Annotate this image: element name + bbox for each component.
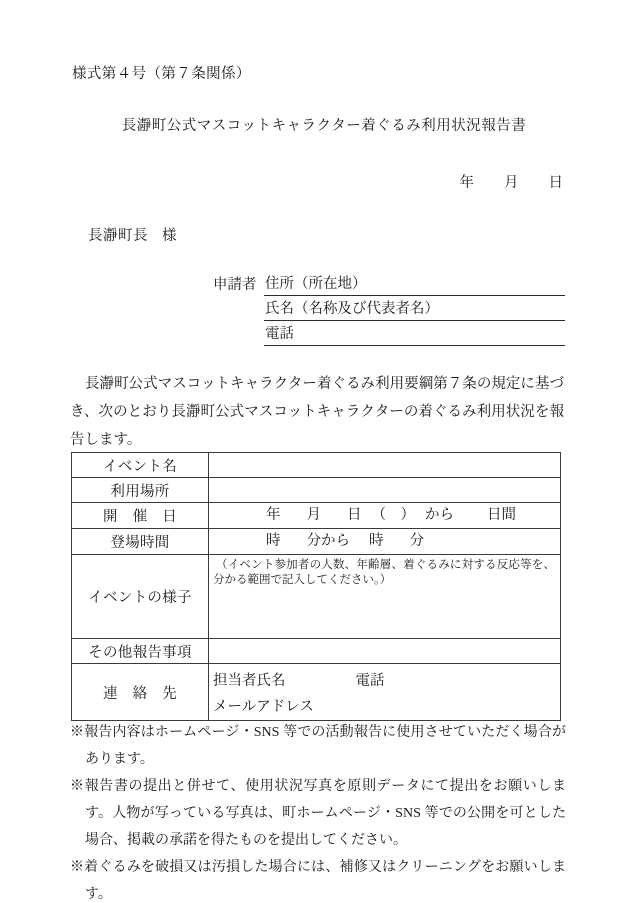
date-year-label: 年 [459,175,474,191]
table-row-appearance-time [72,529,561,555]
applicant-row-phone [213,321,565,346]
held-date-fields [219,503,560,528]
label-venue: 利用場所 [72,478,209,503]
label-held-date: 開 催 日 [72,503,209,529]
label-event-name: イベント名 [72,453,209,478]
input-event-detail[interactable] [209,555,561,639]
table-row-contact [72,664,561,721]
time-minute-from: 分から [306,533,350,549]
date-month-label: 月 [504,175,519,191]
applicant-address-field[interactable]: 住所（所在地） [264,273,565,296]
addressee-name: 長瀞町長 [88,228,148,244]
label-appearance-time: 登場時間 [72,529,209,555]
applicant-block [213,271,565,346]
page-title: 長瀞町公式マスコットキャラクター着ぐるみ利用状況報告書 [121,118,527,134]
input-contact[interactable] [209,664,561,721]
held-date-weekday: （ ） [371,507,415,523]
date-day-label: 日 [548,175,563,191]
held-date-year: 年 [266,507,281,523]
table-row-event-name [72,453,561,478]
label-event-detail: イベントの様子 [72,555,209,639]
table-row-held-date [72,503,561,529]
note-item: ※着ぐるみを破損又は汚損した場合には、補修又はクリーニングをお願いします。 [70,860,566,902]
contact-line-person [213,668,560,694]
input-venue[interactable] [209,478,561,503]
time-hour-from: 時 [266,533,281,549]
input-other-report[interactable] [209,639,561,664]
body-paragraph: 長瀞町公式マスコットキャラクター着ぐるみ利用要綱第７条の規定に基づき、次のとおり長瀞町公式マスコットキャラクターの着ぐるみ利用状況を報告します。 [70,376,564,448]
applicant-name-field[interactable]: 氏名（名称及び代表者名） [264,298,565,321]
contact-fields [209,664,560,720]
table-row-venue [72,478,561,503]
date-line [0,171,563,192]
time-hour-to: 時 [369,533,384,549]
note-item: ※報告内容はホームページ・SNS 等での活動報告に使用させていただく場合があります。 [70,725,566,767]
note-item: ※報告書の提出と併せて、使用状況写真を原則データにて提出をお願いします。人物が写っている写真は、町ホームページ・SNS 等での公開を可とした場合、掲載の承諾を得たものを提出してください。 [70,779,566,848]
notes-section [70,719,566,903]
applicant-label: 申請者 [213,277,257,293]
contact-phone-label: 電話 [355,673,385,689]
form-number: 様式第４号（第７条関係） [72,66,251,82]
report-table [71,452,561,721]
table-row-other-report [72,639,561,664]
input-appearance-time[interactable] [209,529,561,555]
event-detail-hint: （イベント参加者の人数、年齢層、着ぐるみに対する反応等を、分かる範囲で記入してください。） [213,559,555,586]
held-date-from: から [425,507,454,523]
input-event-name[interactable] [209,453,561,478]
applicant-row-address [213,271,565,296]
held-date-day: 日 [347,507,362,523]
appearance-time-fields [219,529,560,554]
held-date-days: 日間 [487,507,516,523]
held-date-month: 月 [306,507,321,523]
contact-email-label: メールアドレス [213,699,314,715]
input-held-date[interactable] [209,503,561,529]
applicant-row-name [213,296,565,321]
addressee-honorific: 様 [162,228,177,244]
label-other-report: その他報告事項 [72,639,209,664]
addressee [88,224,177,245]
table-row-event-detail [72,555,561,639]
applicant-phone-field[interactable]: 電話 [264,323,565,346]
time-minute-to: 分 [409,533,424,549]
label-contact: 連 絡 先 [72,664,209,721]
contact-person-label: 担当者氏名 [213,673,286,689]
